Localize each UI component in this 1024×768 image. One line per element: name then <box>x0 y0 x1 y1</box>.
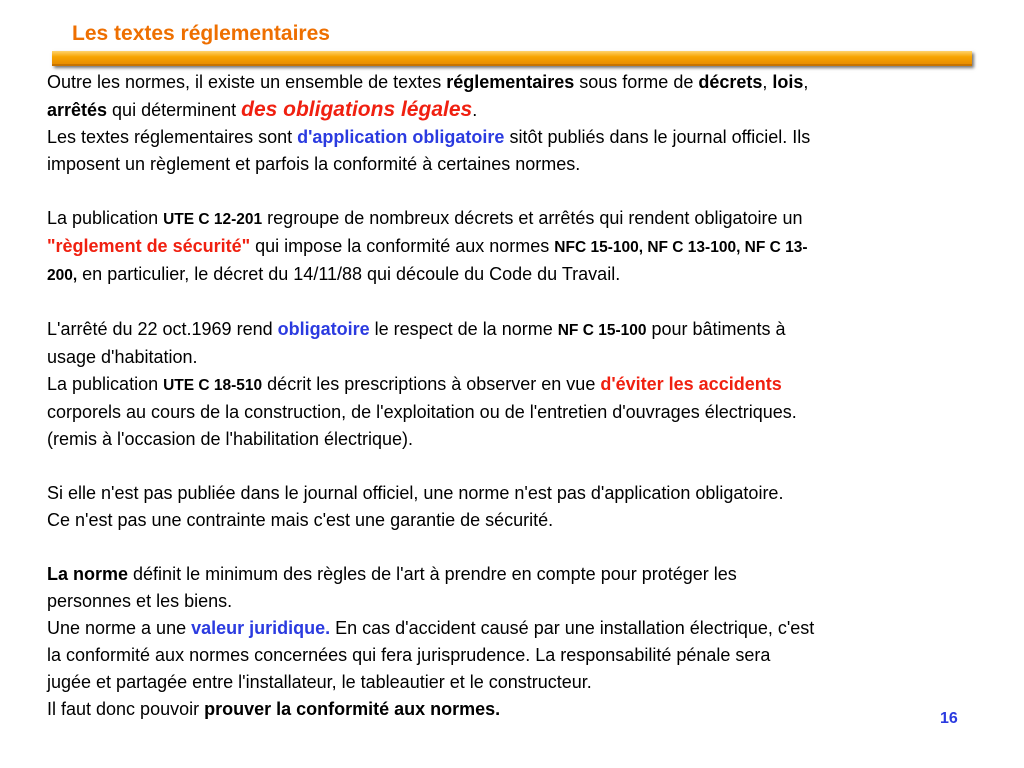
text-line: personnes et les biens. <box>47 591 233 611</box>
text-line: Si elle n'est pas publiée dans le journal officiel, une norme n'est pas d'application obligatoire. <box>47 483 784 503</box>
text-line: la conformité aux normes concernées qui fera jurisprudence. La responsabilité pénale sera <box>47 645 771 665</box>
text-line: La publication UTE C 12-201 regroupe de nombreux décrets et arrêtés qui rendent obligatoire un <box>47 208 803 228</box>
text-line: Une norme a une valeur juridique. En cas d'accident causé par une installation électrique, c'est <box>47 618 815 638</box>
text-line: La norme définit le minimum des règles de l'art à prendre en compte pour protéger les <box>47 564 737 584</box>
text-line: L'arrêté du 22 oct.1969 rend obligatoire le respect de la norme NF C 15-100 pour bâtiments à <box>47 319 786 339</box>
text-line: Il faut donc pouvoir prouver la conformité aux normes. <box>47 699 501 719</box>
text-line: Outre les normes, il existe un ensemble de textes réglementaires sous forme de décrets, lois, <box>47 72 809 92</box>
highlight-mandatory: obligatoire <box>277 319 370 339</box>
text-line: La publication UTE C 18-510 décrit les prescriptions à observer en vue d'éviter les accidents <box>47 374 782 394</box>
highlight-safety-regulation: "règlement de sécurité" <box>47 236 251 256</box>
page-number: 16 <box>940 710 958 727</box>
text-line: "règlement de sécurité" qui impose la conformité aux normes NFC 15-100, NF C 13-100, NF C 13- <box>47 236 808 256</box>
text-line: usage d'habitation. <box>47 347 198 367</box>
text-line: arrêtés qui déterminent des obligations légales. <box>47 98 478 121</box>
title-underline-bar <box>52 51 972 66</box>
slide-title: Les textes réglementaires <box>72 22 330 45</box>
text-line: (remis à l'occasion de l'habilitation électrique). <box>47 429 414 449</box>
text-line: Ce n'est pas une contrainte mais c'est une garantie de sécurité. <box>47 510 554 530</box>
text-line: imposent un règlement et parfois la conformité à certaines normes. <box>47 154 581 174</box>
text-line: corporels au cours de la construction, de l'exploitation ou de l'entretien d'ouvrages électriques. <box>47 402 797 422</box>
text-line: 200, en particulier, le décret du 14/11/88 qui découle du Code du Travail. <box>47 264 621 284</box>
text-line: Les textes réglementaires sont d'application obligatoire sitôt publiés dans le journal officiel. Ils <box>47 127 811 147</box>
highlight-avoid-accidents: d'éviter les accidents <box>600 374 782 394</box>
highlight-legal-value: valeur juridique. <box>191 618 331 638</box>
highlight-legal-obligations: des obligations légales <box>241 98 473 121</box>
text-line: jugée et partagée entre l'installateur, le tableautier et le constructeur. <box>47 672 592 692</box>
highlight-mandatory-application: d'application obligatoire <box>297 127 505 147</box>
slide-body <box>47 69 1022 723</box>
